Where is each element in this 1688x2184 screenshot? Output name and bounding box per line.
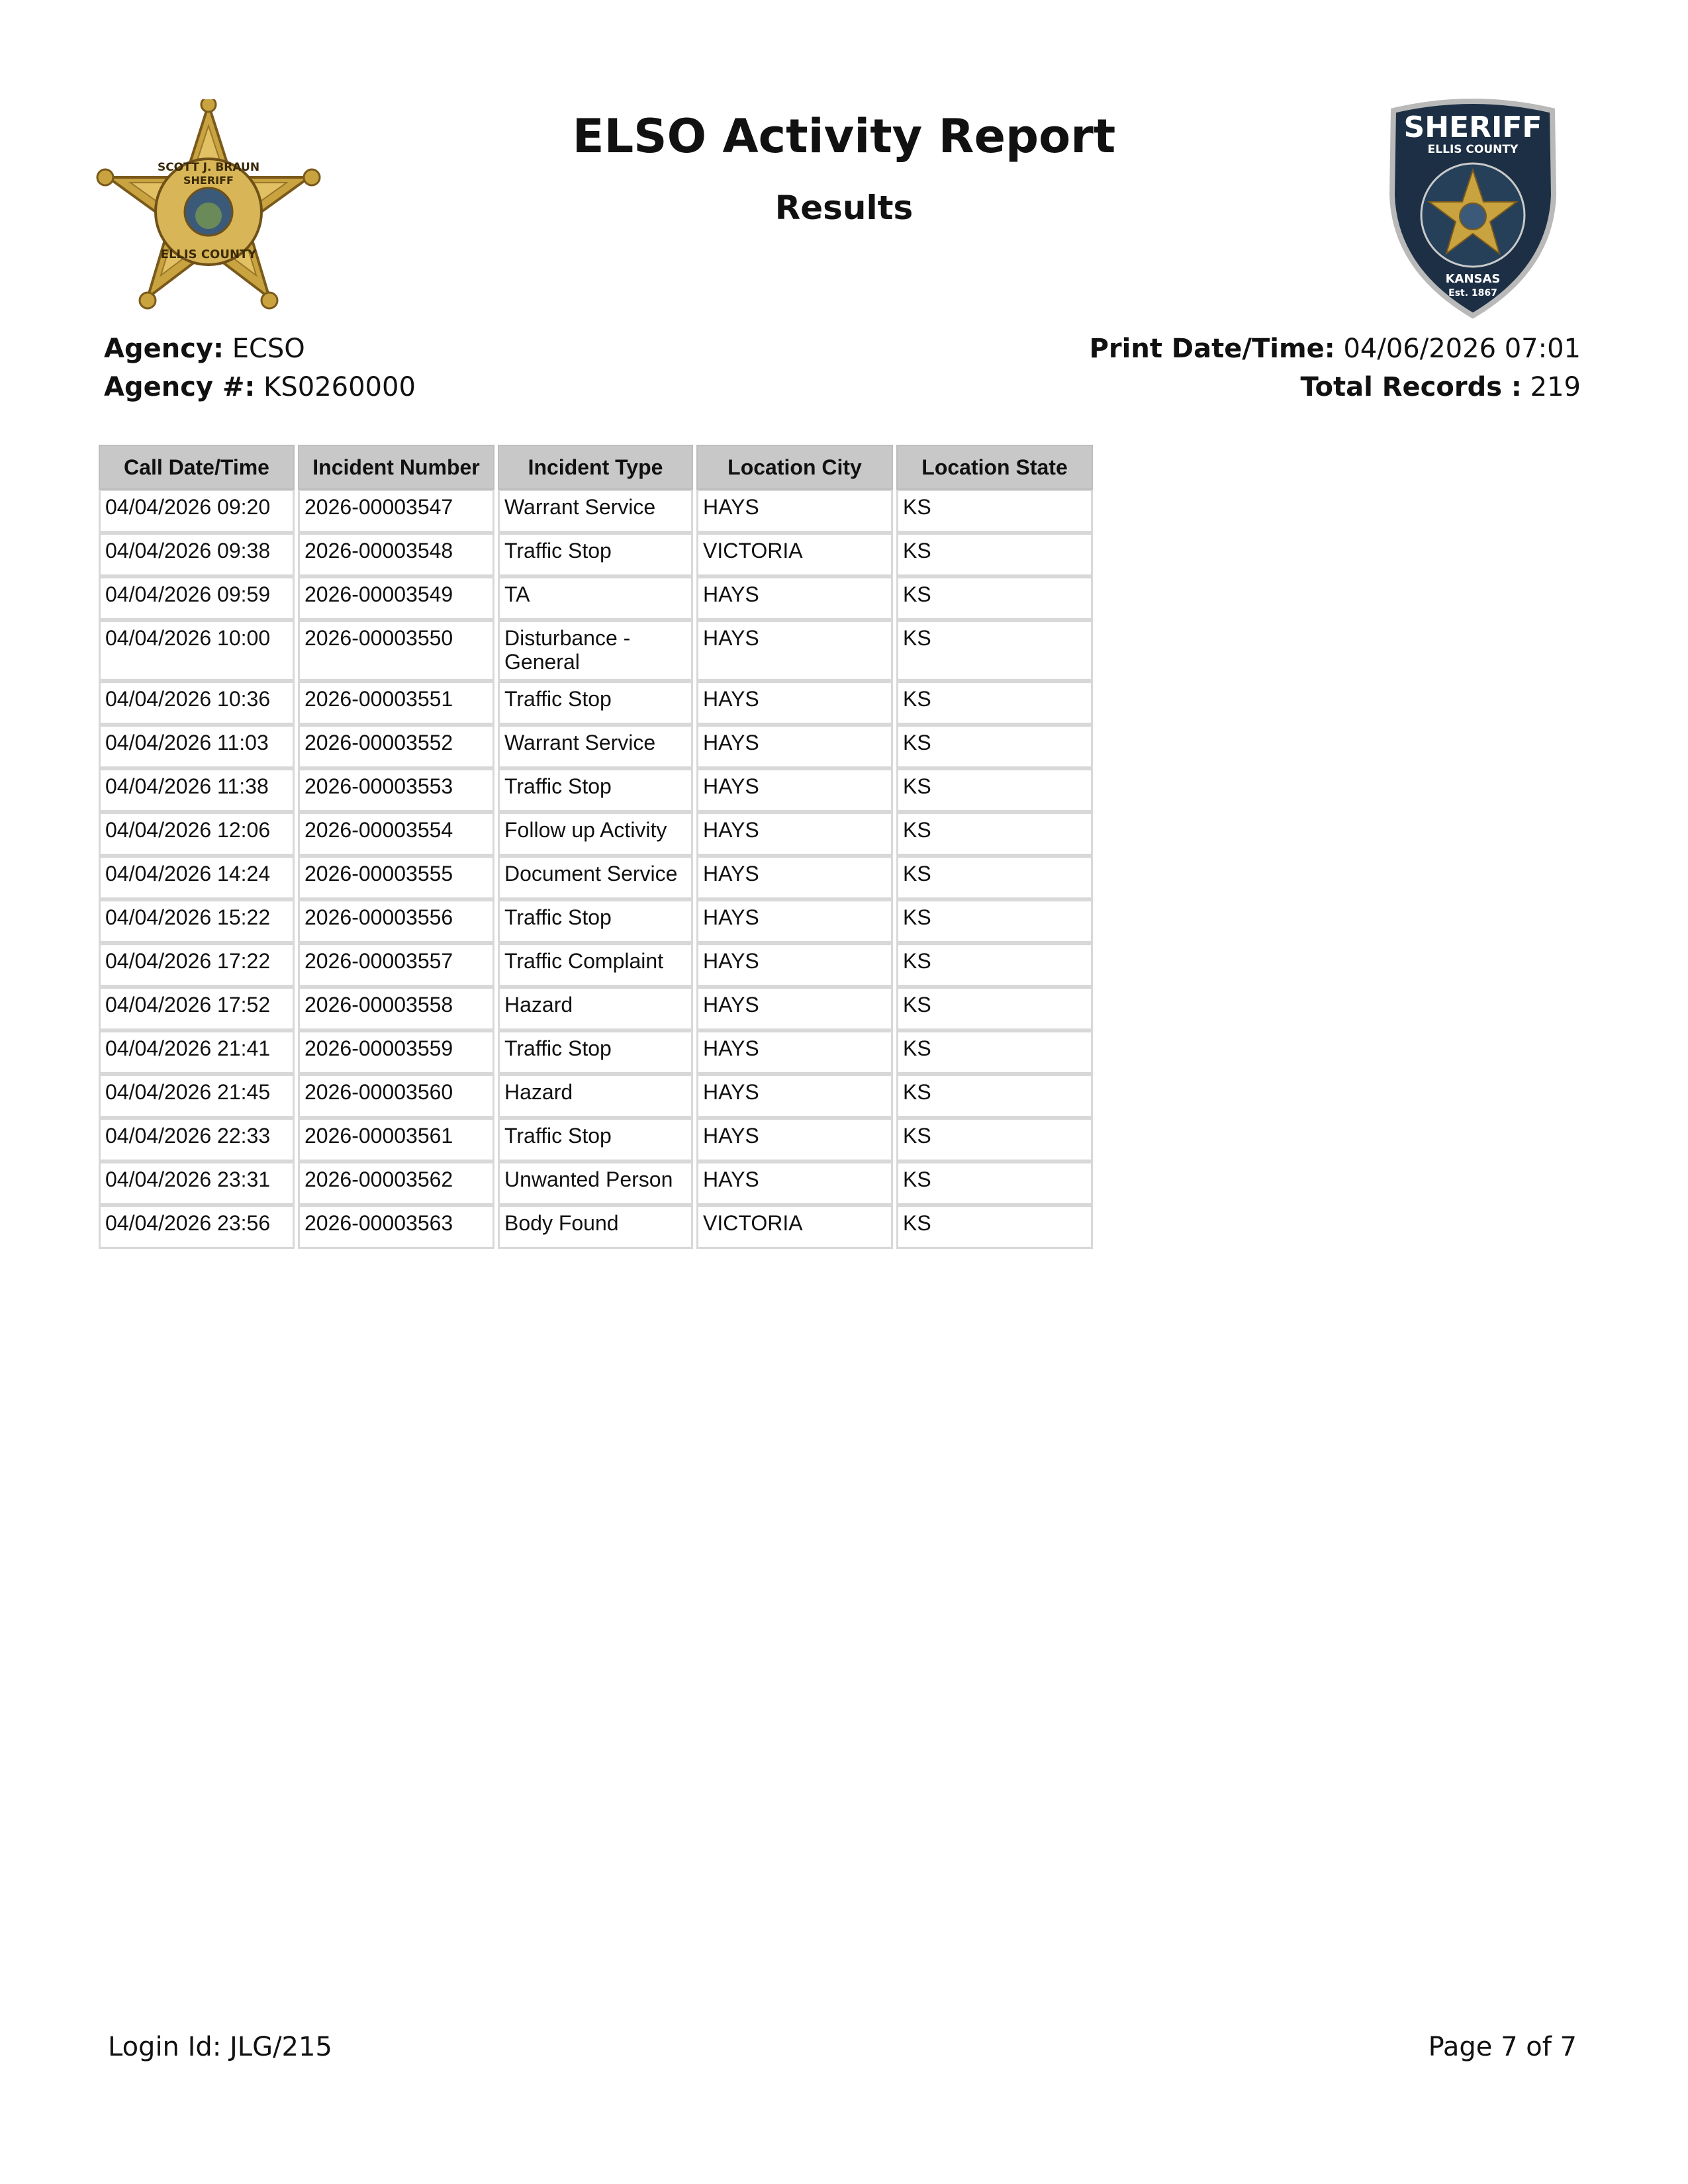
column-header: Call Date/Time [99,445,295,490]
table-row [99,1205,1093,1249]
table-cell: KS [896,1030,1093,1074]
table-cell: Traffic Stop [498,899,693,943]
table-row [99,812,1093,856]
table-row [99,987,1093,1030]
table-cell: KS [896,987,1093,1030]
table-cell: Traffic Stop [498,1118,693,1161]
table-cell: 04/04/2026 21:41 [99,1030,295,1074]
table-cell: KS [896,943,1093,987]
total-records-line [1090,368,1581,406]
table-cell: Warrant Service [498,725,693,768]
agency-info [104,330,416,406]
table-cell: HAYS [696,899,893,943]
table-row [99,725,1093,768]
table-cell: KS [896,533,1093,576]
patch-state: KANSAS [1445,272,1501,286]
table-cell: KS [896,768,1093,812]
table-cell: KS [896,576,1093,620]
table-cell: HAYS [696,1074,893,1118]
table-row [99,490,1093,533]
badge-text-top: SCOTT J. BRAUN [157,161,260,174]
table-row [99,1030,1093,1074]
table-cell: 04/04/2026 10:00 [99,620,295,681]
patch-title: SHERIFF [1403,111,1542,144]
table-cell: Hazard [498,987,693,1030]
table-cell: 2026-00003550 [298,620,494,681]
table-cell: KS [896,1074,1093,1118]
table-cell: 04/04/2026 09:20 [99,490,295,533]
table-cell: 04/04/2026 09:38 [99,533,295,576]
table-cell: VICTORIA [696,533,893,576]
table-cell: 2026-00003563 [298,1205,494,1249]
table-cell: 2026-00003555 [298,856,494,899]
table-row [99,943,1093,987]
table-cell: HAYS [696,856,893,899]
agency-number-line [104,368,416,406]
table-cell: Body Found [498,1205,693,1249]
table-cell: Follow up Activity [498,812,693,856]
total-records-label: Total Records : [1300,372,1522,402]
table-cell: HAYS [696,725,893,768]
table-cell: 04/04/2026 23:31 [99,1161,295,1205]
table-cell: Traffic Stop [498,681,693,725]
table-cell: 2026-00003556 [298,899,494,943]
table-cell: HAYS [696,576,893,620]
table-cell: HAYS [696,987,893,1030]
table-cell: 2026-00003557 [298,943,494,987]
table-cell: Hazard [498,1074,693,1118]
print-datetime-line [1090,330,1581,368]
table-cell: KS [896,812,1093,856]
print-datetime-label: Print Date/Time: [1089,334,1335,364]
table-cell: KS [896,856,1093,899]
table-cell: Traffic Complaint [498,943,693,987]
table-cell: 04/04/2026 14:24 [99,856,295,899]
table-cell: KS [896,620,1093,681]
table-cell: KS [896,899,1093,943]
table-cell: TA [498,576,693,620]
agency-line [104,330,416,368]
table-cell: 2026-00003562 [298,1161,494,1205]
table-cell: Warrant Service [498,490,693,533]
table-cell: HAYS [696,812,893,856]
report-subtitle: Results [774,189,914,227]
table-cell: 04/04/2026 11:38 [99,768,295,812]
column-header: Location State [896,445,1093,490]
table-cell: 04/04/2026 09:59 [99,576,295,620]
table-row [99,576,1093,620]
table-cell: 04/04/2026 10:36 [99,681,295,725]
table-cell: 2026-00003560 [298,1074,494,1118]
table-cell: KS [896,681,1093,725]
table-cell: HAYS [696,943,893,987]
print-datetime-value: 04/06/2026 07:01 [1335,334,1581,364]
agency-number-label: Agency #: [104,372,256,402]
table-cell: 2026-00003554 [298,812,494,856]
patch-subtitle: ELLIS COUNTY [1427,143,1519,156]
table-cell: Document Service [498,856,693,899]
table-cell: Traffic Stop [498,768,693,812]
table-row [99,620,1093,681]
table-header-row [99,445,1093,490]
table-cell: KS [896,1161,1093,1205]
table-row [99,899,1093,943]
table-cell: 2026-00003547 [298,490,494,533]
agency-label: Agency: [104,334,224,364]
table-cell: 2026-00003558 [298,987,494,1030]
table-cell: 04/04/2026 21:45 [99,1074,295,1118]
table-row [99,1118,1093,1161]
table-cell: KS [896,1205,1093,1249]
report-header [0,109,1688,227]
report-title: ELSO Activity Report [572,109,1116,163]
table-cell: 2026-00003549 [298,576,494,620]
badge-text-bottom: ELLIS COUNTY [160,248,257,261]
print-info [1090,330,1581,406]
table-cell: HAYS [696,620,893,681]
activity-table [95,445,1096,1249]
table-cell: 2026-00003551 [298,681,494,725]
table-cell: 04/04/2026 12:06 [99,812,295,856]
table-cell: KS [896,725,1093,768]
table-cell: 04/04/2026 22:33 [99,1118,295,1161]
table-row [99,533,1093,576]
table-cell: Traffic Stop [498,1030,693,1074]
patch-est: Est. 1867 [1448,288,1497,298]
table-cell: Unwanted Person [498,1161,693,1205]
table-cell: 04/04/2026 17:52 [99,987,295,1030]
table-cell: HAYS [696,1118,893,1161]
table-cell: 2026-00003552 [298,725,494,768]
table-cell: HAYS [696,681,893,725]
table-cell: 2026-00003548 [298,533,494,576]
column-header: Location City [696,445,893,490]
table-row [99,681,1093,725]
login-id: Login Id: JLG/215 [108,2032,332,2062]
table-cell: HAYS [696,490,893,533]
table-cell: KS [896,490,1093,533]
table-row [99,1074,1093,1118]
table-cell: HAYS [696,1030,893,1074]
badge-text-mid: SHERIFF [183,174,234,187]
table-cell: HAYS [696,1161,893,1205]
page-number: Page 7 of 7 [1428,2032,1577,2062]
table-cell: 04/04/2026 23:56 [99,1205,295,1249]
table-cell: 2026-00003561 [298,1118,494,1161]
column-header: Incident Type [498,445,693,490]
table-cell: 2026-00003559 [298,1030,494,1074]
total-records-value: 219 [1521,372,1581,402]
table-cell: Disturbance - General [498,620,693,681]
column-header: Incident Number [298,445,494,490]
table-row [99,1161,1093,1205]
table-row [99,856,1093,899]
table-cell: 04/04/2026 15:22 [99,899,295,943]
table-row [99,768,1093,812]
table-cell: 04/04/2026 11:03 [99,725,295,768]
agency-value: ECSO [223,334,305,364]
table-cell: VICTORIA [696,1205,893,1249]
table-body [99,490,1093,1249]
table-cell: Traffic Stop [498,533,693,576]
agency-number-value: KS0260000 [255,372,416,402]
table-cell: 04/04/2026 17:22 [99,943,295,987]
table-cell: KS [896,1118,1093,1161]
table-cell: 2026-00003553 [298,768,494,812]
table-cell: HAYS [696,768,893,812]
